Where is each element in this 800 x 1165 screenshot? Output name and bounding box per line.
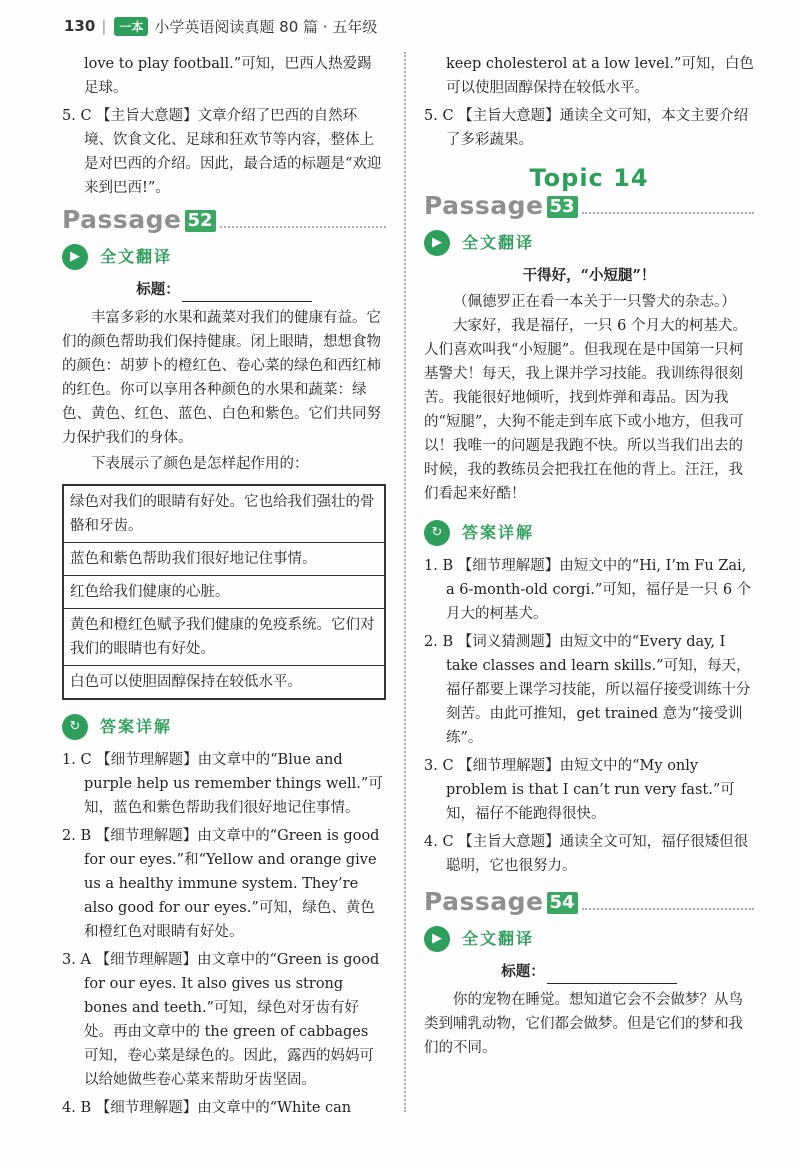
table-cell: 蓝色和紫色帮助我们很好地记住事情。 xyxy=(63,543,385,576)
page-header xyxy=(64,12,377,40)
passage-heading xyxy=(424,191,754,220)
dotted-rule xyxy=(582,908,754,910)
passage-word: Passage xyxy=(424,887,544,916)
refresh-icon: ↻ xyxy=(424,520,450,546)
passage-word: Passage xyxy=(424,191,544,220)
table-row xyxy=(63,576,385,609)
title-blank xyxy=(547,967,677,984)
passage-word: Passage xyxy=(62,205,182,234)
header-separator: | xyxy=(101,17,107,35)
table-row xyxy=(63,666,385,700)
table-row xyxy=(63,485,385,543)
translation-heading xyxy=(424,926,754,952)
answer-heading xyxy=(424,520,754,546)
title-label: 标题： xyxy=(136,281,180,298)
left-column xyxy=(62,52,386,1120)
translation-heading xyxy=(424,230,754,256)
paragraph: 丰富多彩的水果和蔬菜对我们的健康有益。它们的颜色帮助我们保持健康。闭上眼睛，想想食物的颜色：胡萝卜的橙红色、卷心菜的绿色和西红柿的红色。你可以享用各种颜色的水果和蔬菜：绿色、黄色、红色、蓝色、白色和紫色。它们共同努力保护我们的身体。 xyxy=(62,310,381,446)
topic-heading: Topic 14 xyxy=(529,164,649,192)
passage-number: 54 xyxy=(547,892,578,914)
table-row xyxy=(63,609,385,666)
play-icon: ▶ xyxy=(424,230,450,256)
series-badge: 一本 xyxy=(114,17,148,36)
table-cell: 绿色对我们的眼睛有好处。它也给我们强壮的骨骼和牙齿。 xyxy=(70,494,375,534)
paragraph: 大家好，我是福仔，一只 6 个月大的柯基犬。人们喜欢叫我“小短腿”。但我现在是中国第一只柯基警犬！每天，我上课并学习技能。我训练得很刻苦。我能很好地倾听，找到炸弹和毒品。因为我的“短腿”，大狗不能走到车底下或小地方，但我可以！我唯一的问题是我跑不快。所以当我们出去的时候，我的教练员会把我扛在他的背上。汪汪，我们看起来好酷！ xyxy=(424,318,747,502)
answer-item: 5. C 【主旨大意题】通读全文可知，本文主要介绍了多彩蔬果。 xyxy=(424,108,749,148)
answer-item: 1. C 【细节理解题】由文章中的“Blue and purple help us remember things well.”可知，蓝色和紫色帮助我们很好地记住事情。 xyxy=(62,752,383,816)
passage-heading xyxy=(62,205,386,234)
continued-answer: love to play football.”可知，巴西人热爱踢足球。 xyxy=(84,56,372,96)
dotted-rule xyxy=(582,212,754,214)
title-line xyxy=(62,278,386,302)
answer-item: 2. B 【词义猜测题】由短文中的“Every day, I take classes and learn skills.”可知，每天，福仔都要上课学习技能，所以福仔接受训练十分刻苦。由此可推知，get trained 意为“接受训练”。 xyxy=(424,634,751,746)
answer-label: 答案详解 xyxy=(100,717,173,736)
answer-label: 答案详解 xyxy=(462,523,535,542)
answer-item: 3. C 【细节理解题】由短文中的“My only problem is that I can’t run very fast.”可知，福仔不能跑得很快。 xyxy=(424,758,735,822)
play-icon: ▶ xyxy=(62,244,88,270)
passage-number: 52 xyxy=(185,210,216,232)
dotted-rule xyxy=(220,226,386,228)
title-line xyxy=(424,960,754,984)
play-icon: ▶ xyxy=(424,926,450,952)
page-number: 130 xyxy=(64,17,96,35)
continued-answer: keep cholesterol at a low level.”可知，白色可以使胆固醇保持在较低水平。 xyxy=(446,56,754,96)
paragraph: 下表展示了颜色是怎样起作用的： xyxy=(91,456,309,472)
paragraph: （佩德罗正在看一本关于一只警犬的杂志。） xyxy=(453,294,736,310)
column-divider xyxy=(404,52,406,1112)
passage-number: 53 xyxy=(547,196,578,218)
paragraph: 你的宠物在睡觉。想知道它会不会做梦？从鸟类到哺乳动物，它们都会做梦。但是它们的梦和我们的不同。 xyxy=(424,992,743,1056)
answer-item: 2. B 【细节理解题】由文章中的“Green is good for our eyes.”和“Yellow and orange give us a healthy immune system. They’re also good for our eyes.”可知，绿色、黄色和橙红色对眼睛有好处。 xyxy=(62,828,380,940)
answer-heading xyxy=(62,714,386,740)
table-cell: 红色给我们健康的心脏。 xyxy=(63,576,385,609)
table-row xyxy=(63,543,385,576)
answer-item: 1. B 【细节理解题】由短文中的“Hi, I’m Fu Zai, a 6-month-old corgi.”可知，福仔是一只 6 个月大的柯基犬。 xyxy=(424,558,752,622)
answer-item: 3. A 【细节理解题】由文章中的“Green is good for our eyes. It also gives us strong bones and teeth.”可知，绿色对牙齿有好处。再由文章中的 the green of cabbages 可知，卷心菜是绿色的。因此，露西的妈妈可以给她做些卷心菜来帮助牙齿坚固。 xyxy=(62,952,380,1088)
right-column xyxy=(424,52,754,1060)
story-title: 干得好，“小短腿”！ xyxy=(522,267,656,284)
answer-item: 4. B 【细节理解题】由文章中的“White can xyxy=(62,1100,352,1116)
title-blank xyxy=(182,285,312,302)
color-table xyxy=(62,484,386,700)
title-label: 标题： xyxy=(501,963,545,980)
translation-label: 全文翻译 xyxy=(462,929,535,948)
translation-label: 全文翻译 xyxy=(100,247,173,266)
answer-item: 5. C 【主旨大意题】文章介绍了巴西的自然环境、饮食文化、足球和狂欢节等内容，整体上是对巴西的介绍。因此，最合适的标题是“欢迎来到巴西!”。 xyxy=(62,108,382,196)
translation-label: 全文翻译 xyxy=(462,233,535,252)
book-title: 小学英语阅读真题 80 篇 · 五年级 xyxy=(154,17,378,36)
refresh-icon: ↻ xyxy=(62,714,88,740)
translation-heading xyxy=(62,244,386,270)
answer-item: 4. C 【主旨大意题】通读全文可知，福仔很矮但很聪明，它也很努力。 xyxy=(424,834,749,874)
table-cell: 白色可以使胆固醇保持在较低水平。 xyxy=(63,666,385,700)
table-cell: 黄色和橙红色赋予我们健康的免疫系统。它们对我们的眼睛也有好处。 xyxy=(63,609,385,666)
passage-heading xyxy=(424,887,754,916)
